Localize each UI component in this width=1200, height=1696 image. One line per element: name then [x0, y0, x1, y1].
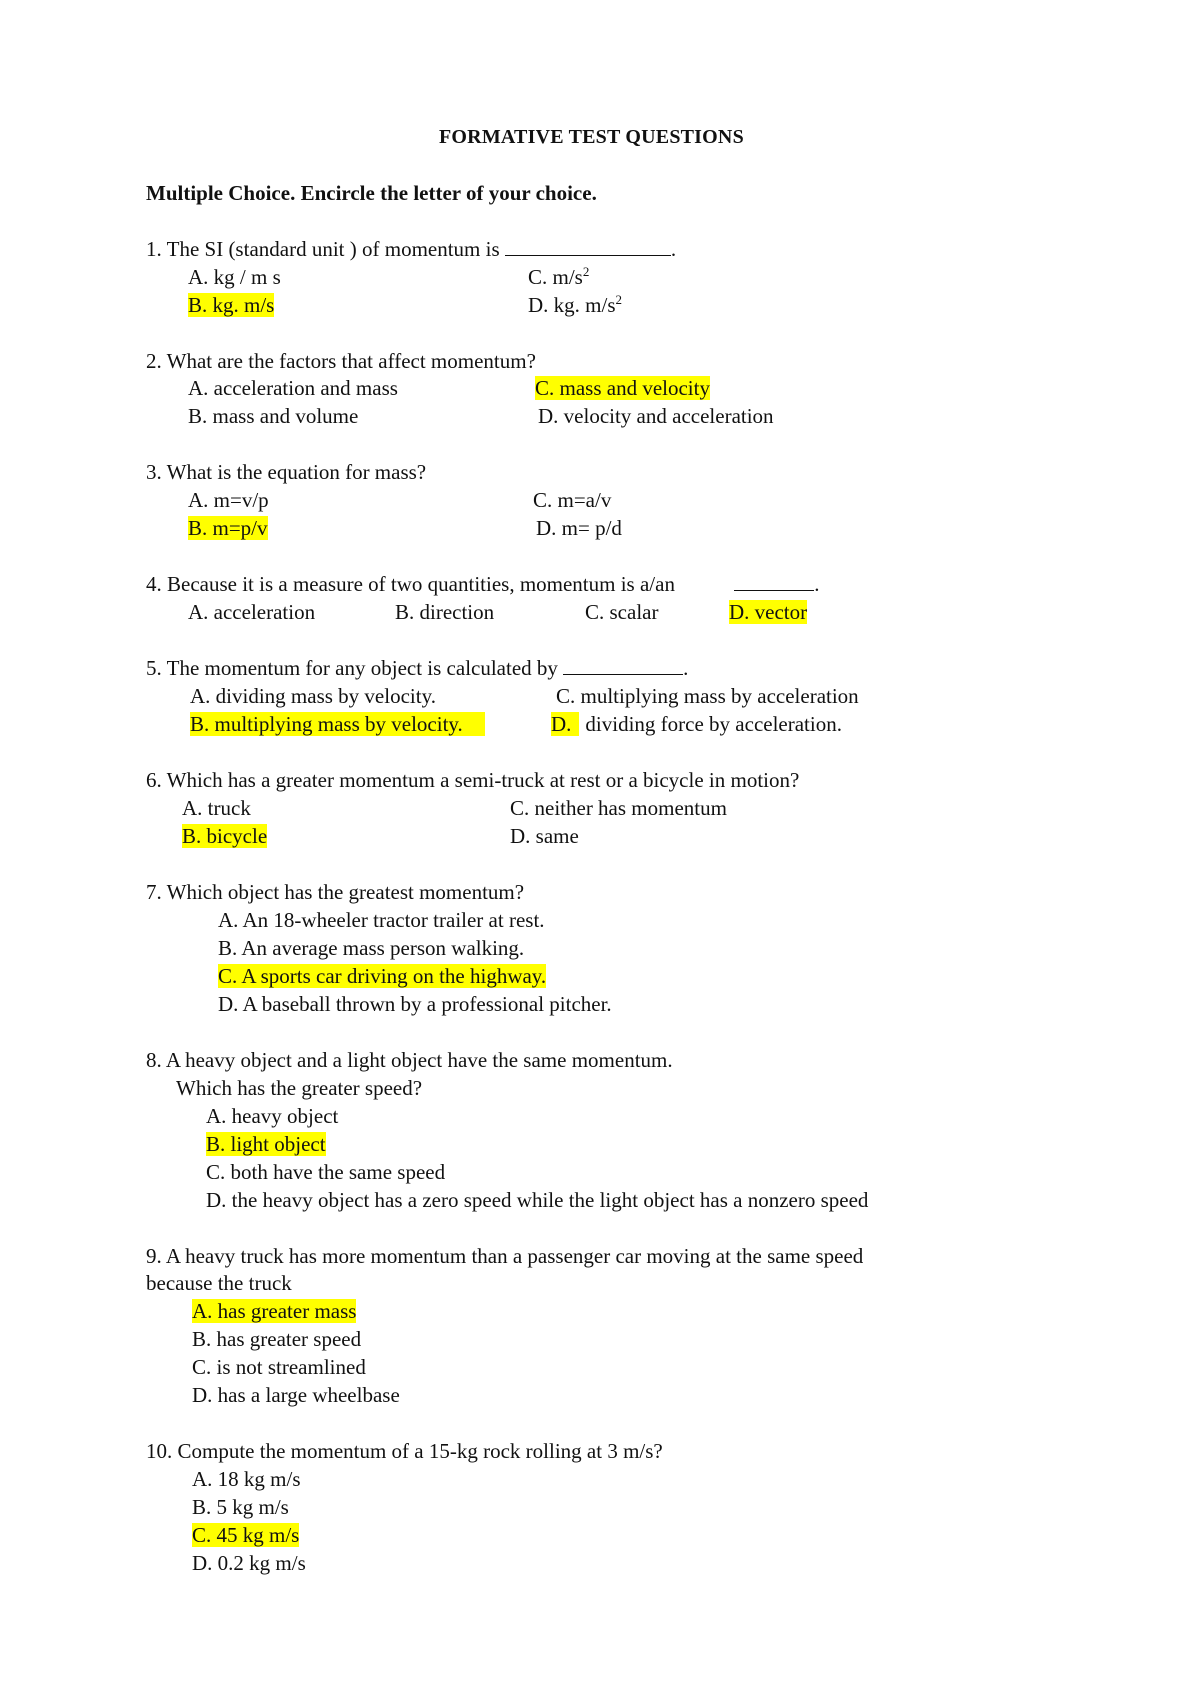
question-8-stem: 8. A heavy object and a light object have the same momentum.	[146, 1048, 673, 1072]
q7-choice-c: C. A sports car driving on the highway.	[218, 964, 547, 988]
q9-choice-d: D. has a large wheelbase	[192, 1383, 400, 1407]
question-9-stem: 9. A heavy truck has more momentum than a passenger car moving at the same speed	[146, 1244, 864, 1268]
answer-blank	[734, 572, 814, 591]
question-10-stem: 10. Compute the momentum of a 15-kg rock rolling at 3 m/s?	[146, 1439, 663, 1463]
q6-choice-d: D. same	[510, 824, 579, 848]
q3-choice-c: C. m=a/v	[533, 488, 612, 512]
question-7-stem: 7. Which object has the greatest momentum?	[146, 880, 525, 904]
q4-choice-c: C. scalar	[585, 600, 659, 624]
q1-choice-b: B. kg. m/s	[188, 293, 275, 317]
q5-choice-a: A. dividing mass by velocity.	[190, 684, 436, 708]
q2-choice-c: C. mass and velocity	[535, 376, 710, 400]
q9-choice-b: B. has greater speed	[192, 1327, 362, 1351]
q1-choice-c: C. $m/s^2$	[528, 264, 590, 289]
question-9-stem-line2: because the truck	[146, 1271, 292, 1295]
q10-choice-b: B. 5 kg m/s	[192, 1495, 289, 1519]
q8-choice-b: B. light object	[206, 1132, 326, 1156]
question-6-stem: 6. Which has a greater momentum a semi-truck at rest or a bicycle in motion?	[146, 768, 800, 792]
q4-choice-a: A. acceleration	[188, 600, 316, 624]
q10-choice-c: C. 45 kg m/s	[192, 1523, 300, 1547]
q2-choice-a: A. acceleration and mass	[188, 376, 398, 400]
q6-choice-b: B. bicycle	[182, 824, 268, 848]
question-3-stem: 3. What is the equation for mass?	[146, 460, 427, 484]
q5-choice-d: D. dividing force by acceleration.	[551, 712, 842, 736]
q2-choice-b: B. mass and volume	[188, 404, 359, 428]
q7-choice-a: A. An 18-wheeler tractor trailer at rest.	[218, 908, 545, 932]
question-4-stem: 4. Because it is a measure of two quantities, momentum is a/an .	[146, 572, 820, 596]
question-1-stem: 1. The SI (standard unit ) of momentum is .	[146, 237, 677, 261]
q8-choice-a: A. heavy object	[206, 1104, 339, 1128]
q2-choice-d: D. velocity and acceleration	[538, 404, 774, 428]
q10-choice-a: A. 18 kg m/s	[192, 1467, 301, 1491]
q6-choice-c: C. neither has momentum	[510, 796, 727, 820]
q9-choice-c: C. is not streamlined	[192, 1355, 366, 1379]
question-5-stem: 5. The momentum for any object is calculated by .	[146, 656, 689, 680]
answer-blank	[505, 237, 671, 256]
q4-choice-b: B. direction	[395, 600, 495, 624]
q3-choice-a: A. m=v/p	[188, 488, 269, 512]
answer-blank	[563, 656, 683, 675]
q8-choice-d: D. the heavy object has a zero speed while the light object has a nonzero speed	[206, 1188, 869, 1212]
page-title: FORMATIVE TEST QUESTIONS	[439, 126, 744, 148]
instructions: Multiple Choice. Encircle the letter of your choice.	[146, 181, 597, 205]
q3-choice-d: D. m= p/d	[536, 516, 622, 540]
q3-choice-b: B. m=p/v	[188, 516, 268, 540]
q10-choice-d: D. 0.2 kg m/s	[192, 1551, 306, 1575]
q4-choice-d: D. vector	[729, 600, 808, 624]
q1-choice-a: A. kg / m s	[188, 265, 281, 289]
q7-choice-b: B. An average mass person walking.	[218, 936, 525, 960]
q5-choice-c: C. multiplying mass by acceleration	[556, 684, 859, 708]
q8-choice-c: C. both have the same speed	[206, 1160, 446, 1184]
q7-choice-d: D. A baseball thrown by a professional pitcher.	[218, 992, 612, 1016]
q9-choice-a: A. has greater mass	[192, 1299, 357, 1323]
q1-choice-d: D. kg. $m/s^2$	[528, 292, 623, 317]
question-8-stem-line2: Which has the greater speed?	[176, 1076, 423, 1100]
q6-choice-a: A. truck	[182, 796, 251, 820]
question-2-stem: 2. What are the factors that affect momentum?	[146, 349, 536, 373]
q5-choice-b: B. multiplying mass by velocity.	[190, 711, 485, 737]
